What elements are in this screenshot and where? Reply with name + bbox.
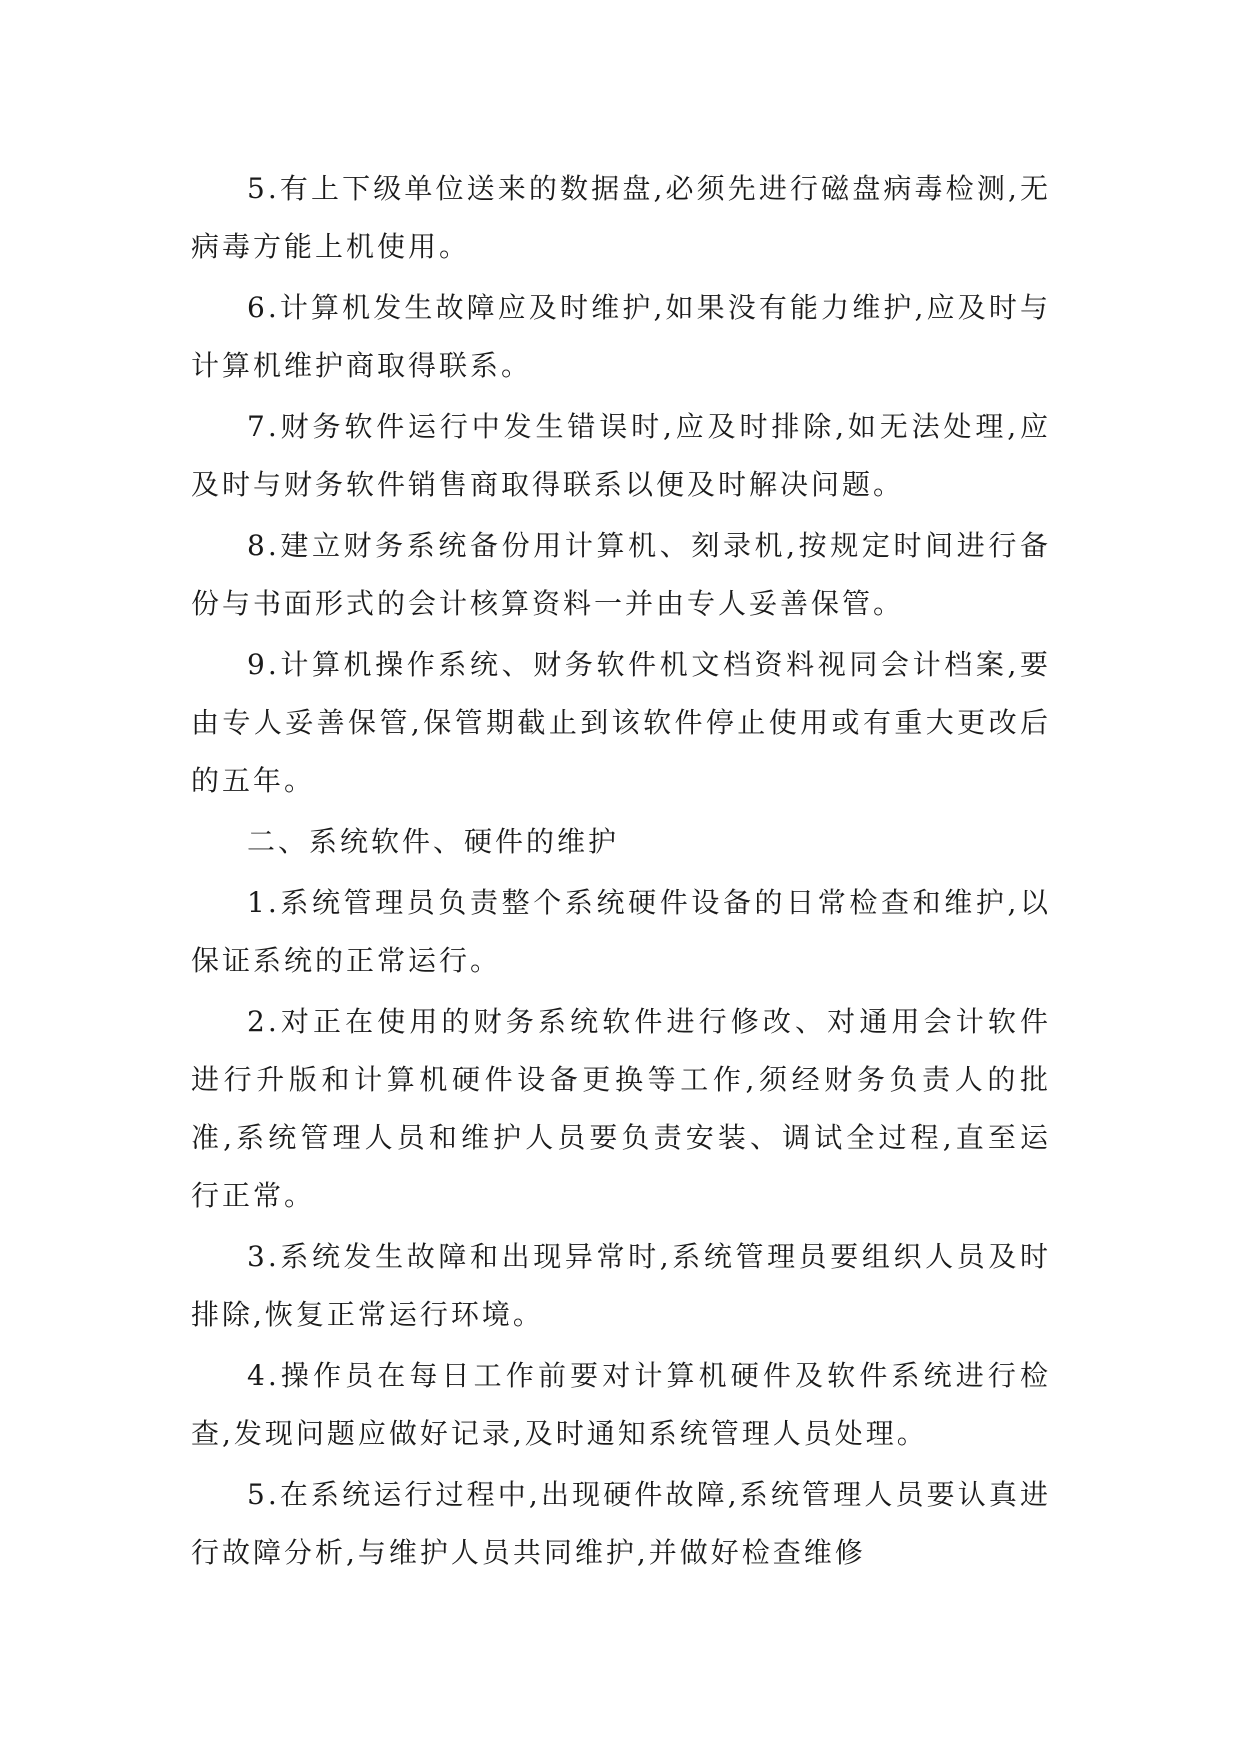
section-heading: 二、系统软件、硬件的维护: [247, 825, 620, 858]
paragraph-item-4-daily-check: 4.操作员在每日工作前要对计算机硬件及软件系统进行检查,发现问题应做好记录,及时通知系统管理人员处理。: [191, 1359, 1051, 1450]
paragraph-item-1-admin-duty: 1.系统管理员负责整个系统硬件设备的日常检查和维护,以保证系统的正常运行。: [191, 886, 1051, 977]
paragraph-item-3-system-fault: 3.系统发生故障和出现异常时,系统管理员要组织人员及时排除,恢复正常运行环境。: [191, 1240, 1051, 1331]
paragraph-item-5-data-disk: 5.有上下级单位送来的数据盘,必须先进行磁盘病毒检测,无病毒方能上机使用。: [191, 172, 1051, 263]
paragraph-item-7-software-error: 7.财务软件运行中发生错误时,应及时排除,如无法处理,应及时与财务软件销售商取得联系以便及时解决问题。: [191, 410, 1051, 501]
paragraph-item-9-archive: 9.计算机操作系统、财务软件机文档资料视同会计档案,要由专人妥善保管,保管期截止到该软件停止使用或有重大更改后的五年。: [191, 648, 1051, 797]
paragraph-item-2-software-modification: 2.对正在使用的财务系统软件进行修改、对通用会计软件进行升版和计算机硬件设备更换等工作,须经财务负责人的批准,系统管理人员和维护人员要负责安装、调试全过程,直至运行正常。: [191, 1005, 1051, 1212]
paragraph-item-5-hardware-fault: 5.在系统运行过程中,出现硬件故障,系统管理人员要认真进行故障分析,与维护人员共同维护,并做好检查维修: [191, 1478, 1051, 1569]
paragraph-item-6-computer-fault: 6.计算机发生故障应及时维护,如果没有能力维护,应及时与计算机维护商取得联系。: [191, 291, 1051, 382]
document-body: [191, 160, 1051, 1585]
paragraph-item-8-backup: 8.建立财务系统备份用计算机、刻录机,按规定时间进行备份与书面形式的会计核算资料一并由专人妥善保管。: [191, 529, 1051, 620]
